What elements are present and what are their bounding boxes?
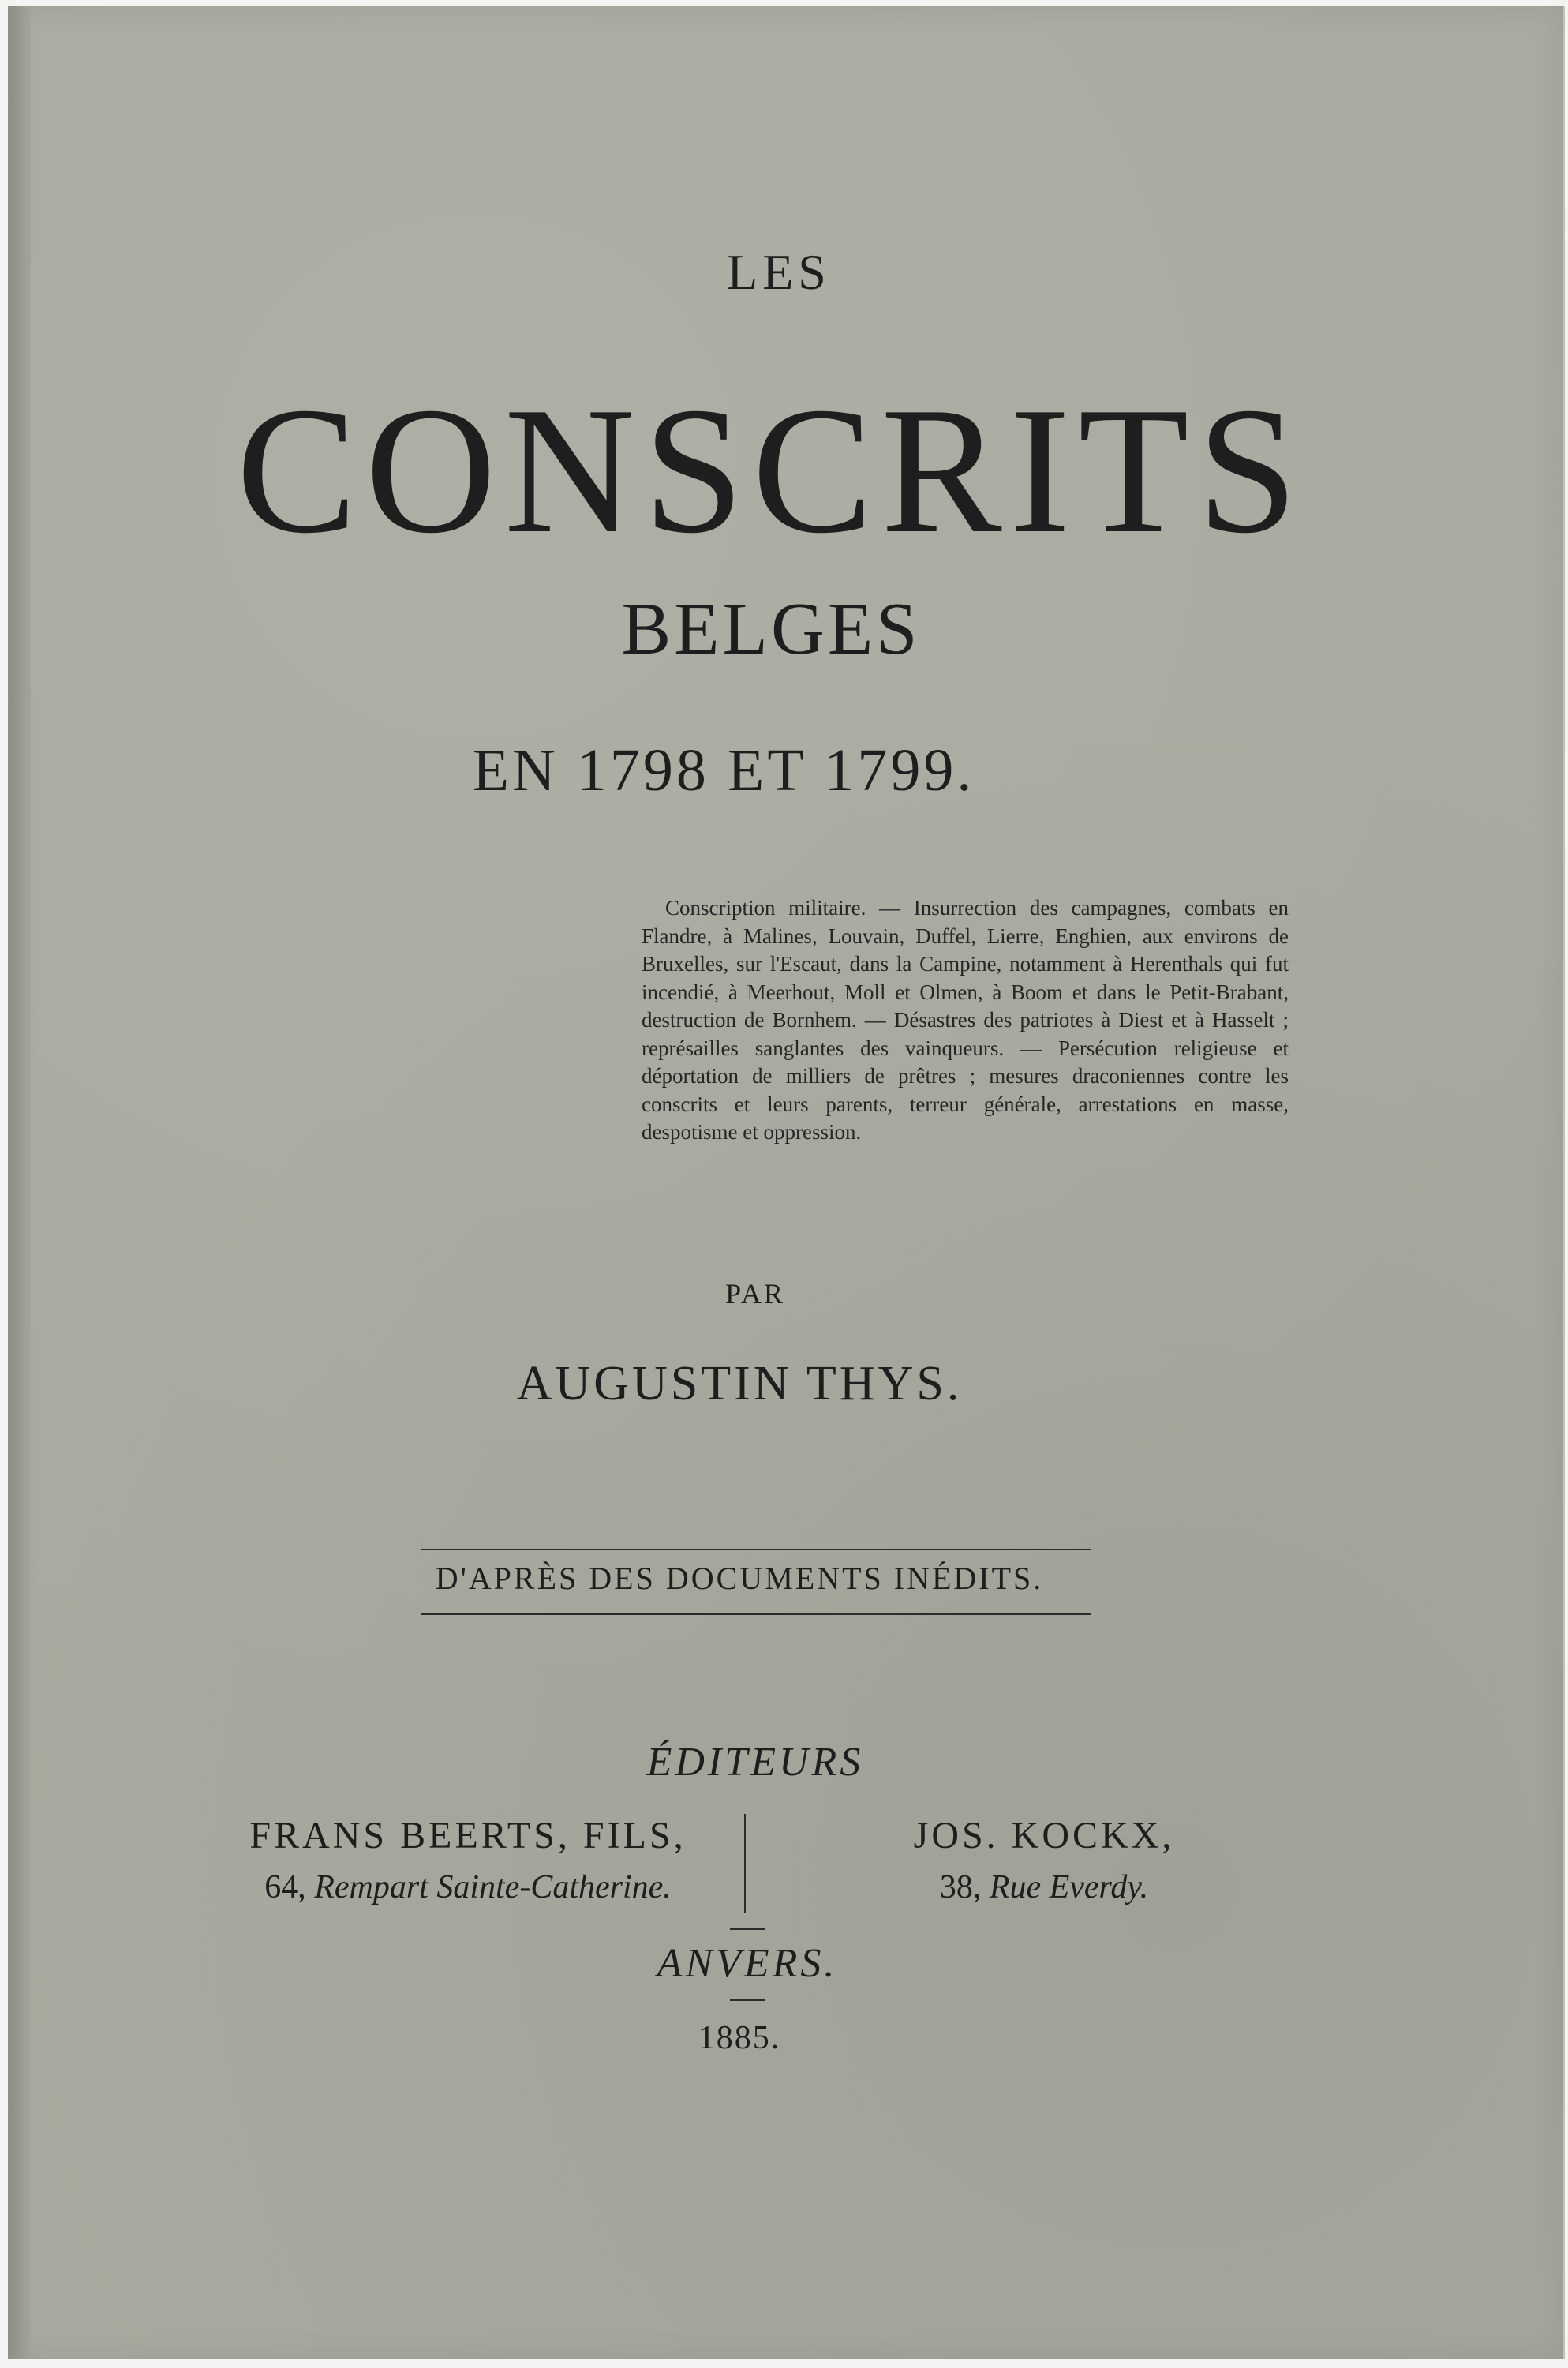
documents-note: D'APRÈS DES DOCUMENTS INÉDITS.	[435, 1561, 1044, 1596]
publication-year: 1885.	[698, 2020, 781, 2056]
rule-bottom	[421, 1613, 1091, 1615]
title-subtitle: BELGES	[621, 588, 921, 670]
publisher-left-name: FRANS BEERTS, FILS,	[249, 1815, 687, 1857]
abstract-paragraph: Conscription militaire. — Insurrection des campagnes, combats en Flandre, à Malines, Louvain, Duffel, Lierre, Enghien, aux environs de Bruxelles, sur l'Escaut, dans la Campine, notamment à Herenthals qui fut incendié, à Meerhout, Moll et Olmen, à Boom et dans le Petit-Brabant, destruction de Bornhem. — Désastres des patriotes à Diest et à Hasselt ; représailles sanglantes des vainqueurs. — Persécution religieuse et déportation de milliers de prêtres ; mesures draconiennes contre les conscrits et leurs parents, terreur générale, arrestations en masse, despotisme et oppression.	[642, 896, 1289, 1144]
publisher-right-street: Rue Everdy.	[989, 1869, 1149, 1905]
publisher-right-name: JOS. KOCKX,	[913, 1815, 1175, 1857]
book-cover	[8, 6, 1565, 2359]
publisher-left	[200, 1814, 736, 1906]
city-dash-bottom	[730, 1999, 765, 2001]
publisher-left-street: Rempart Sainte-Catherine.	[314, 1869, 672, 1905]
author-name: AUGUSTIN THYS.	[516, 1357, 963, 1411]
by-label: PAR	[725, 1278, 785, 1310]
publisher-left-number: 64,	[264, 1869, 306, 1905]
city-dash-top	[730, 1928, 765, 1930]
rule-top	[421, 1549, 1091, 1550]
publisher-right	[807, 1814, 1281, 1906]
cover-spine-edge	[10, 6, 31, 2359]
publisher-right-address	[807, 1868, 1281, 1906]
publishers-heading: ÉDITEURS	[646, 1740, 864, 1785]
publication-city: ANVERS.	[657, 1941, 838, 1986]
publisher-left-address	[200, 1868, 736, 1906]
title-years: EN 1798 ET 1799.	[472, 737, 975, 804]
title-main: CONSCRITS	[236, 369, 1306, 571]
title-article: LES	[727, 244, 831, 300]
publisher-divider	[744, 1814, 746, 1913]
publisher-right-number: 38,	[939, 1869, 982, 1905]
